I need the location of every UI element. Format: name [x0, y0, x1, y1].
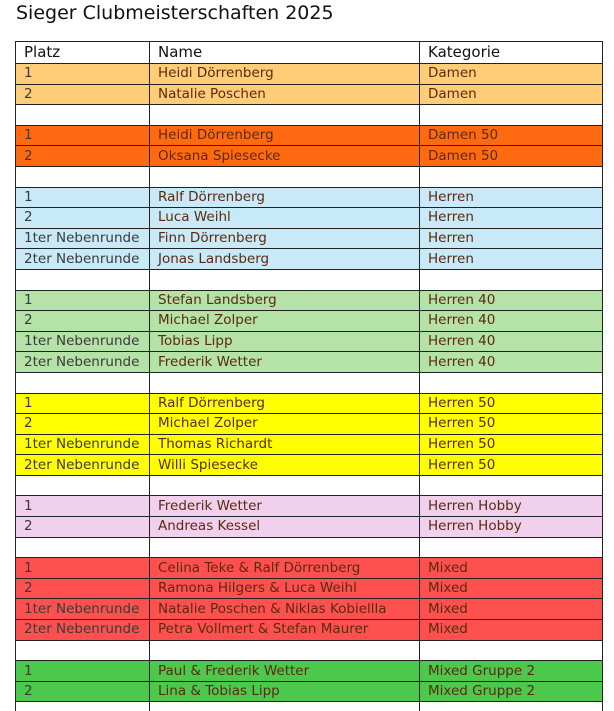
table-row-empty: [16, 640, 603, 661]
table-row: [16, 290, 603, 311]
platz-cell: 2: [16, 414, 150, 435]
table-row: [16, 125, 603, 146]
table-row: [16, 311, 603, 332]
kategorie-cell: Damen 50: [420, 146, 603, 167]
platz-cell: [16, 372, 150, 393]
name-cell: Andreas Kessel: [150, 517, 420, 538]
table-row: [16, 228, 603, 249]
platz-cell: 2: [16, 311, 150, 332]
platz-cell: 1: [16, 125, 150, 146]
table-row: [16, 352, 603, 373]
kategorie-cell: Damen: [420, 84, 603, 105]
table-row-empty: [16, 105, 603, 126]
table-row: [16, 434, 603, 455]
name-cell: Willi Spiesecke: [150, 455, 420, 476]
kategorie-cell: Herren: [420, 187, 603, 208]
table-row: [16, 578, 603, 599]
name-cell: Lina & Tobias Lipp: [150, 681, 420, 702]
name-cell: Thomas Richardt: [150, 434, 420, 455]
name-cell: [150, 166, 420, 187]
name-cell: [150, 702, 420, 711]
table-row: [16, 146, 603, 167]
platz-cell: [16, 105, 150, 126]
kategorie-cell: Herren 50: [420, 393, 603, 414]
kategorie-cell: Mixed: [420, 578, 603, 599]
kategorie-cell: Herren 40: [420, 290, 603, 311]
kategorie-cell: Mixed Gruppe 2: [420, 661, 603, 682]
table-row: [16, 414, 603, 435]
platz-cell: 2: [16, 681, 150, 702]
platz-cell: 2ter Nebenrunde: [16, 455, 150, 476]
table-row: [16, 681, 603, 702]
table-row: [16, 620, 603, 641]
kategorie-cell: Herren: [420, 228, 603, 249]
kategorie-cell: [420, 105, 603, 126]
name-cell: Stefan Landsberg: [150, 290, 420, 311]
platz-cell: 2: [16, 146, 150, 167]
kategorie-cell: [420, 640, 603, 661]
kategorie-cell: [420, 372, 603, 393]
name-cell: [150, 269, 420, 290]
table-row: [16, 84, 603, 105]
table-row-empty: [16, 537, 603, 558]
platz-cell: [16, 166, 150, 187]
name-cell: Frederik Wetter: [150, 496, 420, 517]
kategorie-cell: Herren: [420, 249, 603, 270]
winners-table: [15, 41, 603, 711]
kategorie-cell: Herren 50: [420, 414, 603, 435]
platz-cell: [16, 640, 150, 661]
table-row: [16, 331, 603, 352]
name-cell: Natalie Poschen & Niklas Kobiellla: [150, 599, 420, 620]
kategorie-cell: Herren 40: [420, 311, 603, 332]
kategorie-cell: Herren 50: [420, 434, 603, 455]
table-row: [16, 64, 603, 85]
platz-cell: 1ter Nebenrunde: [16, 331, 150, 352]
name-cell: [150, 640, 420, 661]
table-row: [16, 661, 603, 682]
name-cell: Natalie Poschen: [150, 84, 420, 105]
table-row: [16, 496, 603, 517]
name-cell: Ramona Hilgers & Luca Weihl: [150, 578, 420, 599]
table-row-empty: [16, 475, 603, 496]
table-row: [16, 599, 603, 620]
platz-cell: [16, 475, 150, 496]
header-name: Name: [150, 42, 420, 64]
name-cell: Heidi Dörrenberg: [150, 64, 420, 85]
table-row-empty: [16, 702, 603, 711]
platz-cell: 1: [16, 661, 150, 682]
name-cell: [150, 105, 420, 126]
platz-cell: [16, 537, 150, 558]
name-cell: Paul & Frederik Wetter: [150, 661, 420, 682]
document-title: Sieger Clubmeisterschaften 2025: [16, 2, 334, 24]
name-cell: Michael Zolper: [150, 414, 420, 435]
kategorie-cell: Mixed: [420, 620, 603, 641]
kategorie-cell: Mixed Gruppe 2: [420, 681, 603, 702]
platz-cell: 1ter Nebenrunde: [16, 599, 150, 620]
name-cell: Finn Dörrenberg: [150, 228, 420, 249]
table-row: [16, 249, 603, 270]
kategorie-cell: Herren 40: [420, 352, 603, 373]
platz-cell: 1: [16, 64, 150, 85]
kategorie-cell: [420, 166, 603, 187]
platz-cell: 2: [16, 208, 150, 229]
name-cell: Michael Zolper: [150, 311, 420, 332]
name-cell: Luca Weihl: [150, 208, 420, 229]
platz-cell: 1: [16, 187, 150, 208]
name-cell: Tobias Lipp: [150, 331, 420, 352]
kategorie-cell: Herren Hobby: [420, 517, 603, 538]
table-row: [16, 517, 603, 538]
platz-cell: [16, 269, 150, 290]
table-header-row: [16, 42, 603, 64]
name-cell: [150, 372, 420, 393]
kategorie-cell: [420, 269, 603, 290]
platz-cell: 2ter Nebenrunde: [16, 352, 150, 373]
name-cell: Jonas Landsberg: [150, 249, 420, 270]
name-cell: Oksana Spiesecke: [150, 146, 420, 167]
name-cell: Ralf Dörrenberg: [150, 187, 420, 208]
table-row: [16, 455, 603, 476]
kategorie-cell: Damen: [420, 64, 603, 85]
platz-cell: 2ter Nebenrunde: [16, 620, 150, 641]
kategorie-cell: [420, 475, 603, 496]
platz-cell: 2: [16, 517, 150, 538]
name-cell: [150, 537, 420, 558]
platz-cell: 1: [16, 290, 150, 311]
name-cell: Petra Vollmert & Stefan Maurer: [150, 620, 420, 641]
platz-cell: [16, 702, 150, 711]
table-row-empty: [16, 372, 603, 393]
kategorie-cell: Herren: [420, 208, 603, 229]
table-row: [16, 558, 603, 579]
table-row: [16, 187, 603, 208]
table-row-empty: [16, 269, 603, 290]
platz-cell: 2ter Nebenrunde: [16, 249, 150, 270]
platz-cell: 1: [16, 393, 150, 414]
kategorie-cell: [420, 537, 603, 558]
header-platz: Platz: [16, 42, 150, 64]
platz-cell: 1: [16, 558, 150, 579]
platz-cell: 1: [16, 496, 150, 517]
table-row: [16, 208, 603, 229]
platz-cell: 1ter Nebenrunde: [16, 228, 150, 249]
kategorie-cell: [420, 702, 603, 711]
kategorie-cell: Mixed: [420, 599, 603, 620]
name-cell: Heidi Dörrenberg: [150, 125, 420, 146]
kategorie-cell: Mixed: [420, 558, 603, 579]
name-cell: Frederik Wetter: [150, 352, 420, 373]
name-cell: Ralf Dörrenberg: [150, 393, 420, 414]
platz-cell: 2: [16, 578, 150, 599]
name-cell: Celina Teke & Ralf Dörrenberg: [150, 558, 420, 579]
platz-cell: 1ter Nebenrunde: [16, 434, 150, 455]
kategorie-cell: Herren 40: [420, 331, 603, 352]
kategorie-cell: Damen 50: [420, 125, 603, 146]
name-cell: [150, 475, 420, 496]
table-body: [16, 64, 603, 711]
header-kategorie: Kategorie: [420, 42, 603, 64]
table-row: [16, 393, 603, 414]
table-row-empty: [16, 166, 603, 187]
kategorie-cell: Herren Hobby: [420, 496, 603, 517]
kategorie-cell: Herren 50: [420, 455, 603, 476]
platz-cell: 2: [16, 84, 150, 105]
